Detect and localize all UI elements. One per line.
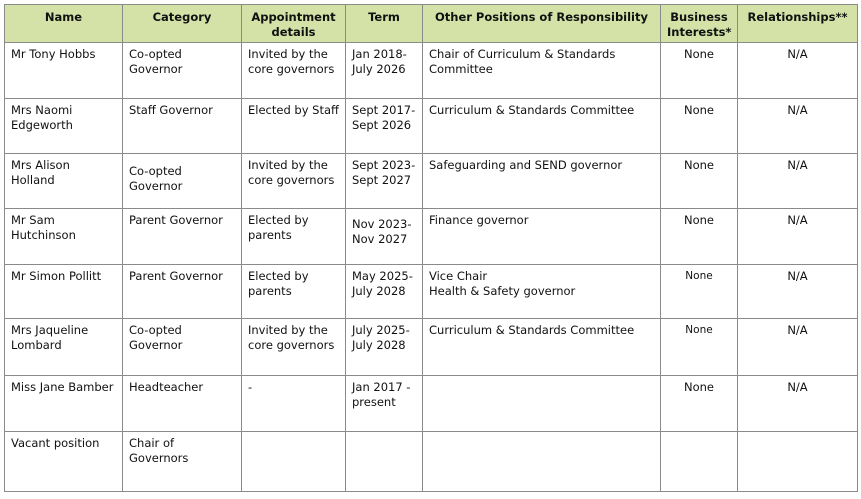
cell-category: Chair of Governors xyxy=(123,432,242,492)
cell-business-interests: None xyxy=(661,376,738,432)
other-position: Chair of Curriculum & Standards Committee xyxy=(429,47,616,76)
cell-name: Mrs Alison Holland xyxy=(5,154,123,209)
cell-business-interests: None xyxy=(661,154,738,209)
cell-name: Mrs Naomi Edgeworth xyxy=(5,99,123,154)
cell-name: Mrs Jaqueline Lombard xyxy=(5,319,123,376)
cell-other-positions xyxy=(423,99,661,154)
table-row xyxy=(5,43,858,99)
term-start: July 2025- xyxy=(352,323,410,337)
term-end: Sept 2026 xyxy=(352,118,412,132)
cell-other-positions xyxy=(423,209,661,265)
term-start: Sept 2017- xyxy=(352,103,416,117)
header-name: Name xyxy=(5,5,123,43)
cell-category: Co-opted Governor xyxy=(123,319,242,376)
term-start: May 2025- xyxy=(352,269,413,283)
table-row xyxy=(5,154,858,209)
cell-category: Co-opted Governor xyxy=(123,154,242,209)
cell-appointment: - xyxy=(242,376,346,432)
header-business-interests: Business Interests* xyxy=(661,5,738,43)
cell-term xyxy=(346,376,423,432)
cell-relationships: N/A xyxy=(738,319,858,376)
cell-other-positions xyxy=(423,43,661,99)
cell-term xyxy=(346,154,423,209)
header-relationships: Relationships** xyxy=(738,5,858,43)
cell-appointment: Elected by Staff xyxy=(242,99,346,154)
cell-other-positions xyxy=(423,319,661,376)
cell-category: Parent Governor xyxy=(123,265,242,319)
cell-name: Vacant position xyxy=(5,432,123,492)
other-position: Curriculum & Standards Committee xyxy=(429,323,635,337)
cell-appointment: Elected by parents xyxy=(242,265,346,319)
term-end: present xyxy=(352,395,396,409)
cell-term xyxy=(346,43,423,99)
cell-relationships: N/A xyxy=(738,99,858,154)
cell-term xyxy=(346,319,423,376)
term-start: Jan 2017 - xyxy=(352,380,411,394)
cell-term xyxy=(346,432,423,492)
header-appointment: Appointment details xyxy=(242,5,346,43)
cell-appointment: Invited by the core governors xyxy=(242,319,346,376)
cell-category: Co-opted Governor xyxy=(123,43,242,99)
term-start: Sept 2023- xyxy=(352,158,416,172)
cell-name: Mr Tony Hobbs xyxy=(5,43,123,99)
cell-relationships: N/A xyxy=(738,154,858,209)
term-end: July 2026 xyxy=(352,62,406,76)
cell-other-positions xyxy=(423,432,661,492)
header-other-positions: Other Positions of Responsibility xyxy=(423,5,661,43)
cell-relationships: N/A xyxy=(738,209,858,265)
table-row xyxy=(5,432,858,492)
cell-other-positions xyxy=(423,376,661,432)
term-start: Jan 2018- xyxy=(352,47,407,61)
cell-term xyxy=(346,265,423,319)
cell-relationships: N/A xyxy=(738,265,858,319)
cell-name: Mr Simon Pollitt xyxy=(5,265,123,319)
cell-other-positions xyxy=(423,154,661,209)
cell-business-interests: None xyxy=(661,209,738,265)
governors-table xyxy=(4,4,858,492)
table-row xyxy=(5,99,858,154)
term-end: July 2028 xyxy=(352,338,406,352)
cell-relationships: N/A xyxy=(738,43,858,99)
cell-other-positions xyxy=(423,265,661,319)
header-term: Term xyxy=(346,5,423,43)
term-end: Sept 2027 xyxy=(352,173,412,187)
cell-term xyxy=(346,99,423,154)
cell-business-interests: None xyxy=(661,43,738,99)
cell-category: Staff Governor xyxy=(123,99,242,154)
cell-appointment: Invited by the core governors xyxy=(242,154,346,209)
cell-business-interests: None xyxy=(661,265,738,319)
header-row xyxy=(5,5,858,43)
other-position: Safeguarding and SEND governor xyxy=(429,158,623,172)
cell-term xyxy=(346,209,423,265)
cell-category: Parent Governor xyxy=(123,209,242,265)
cell-appointment: Invited by the core governors xyxy=(242,43,346,99)
other-position: Curriculum & Standards Committee xyxy=(429,103,635,117)
table-row xyxy=(5,265,858,319)
other-position: Vice Chair xyxy=(429,269,488,283)
cell-name: Miss Jane Bamber xyxy=(5,376,123,432)
table-row xyxy=(5,319,858,376)
cell-business-interests xyxy=(661,432,738,492)
cell-appointment: Elected by parents xyxy=(242,209,346,265)
cell-appointment xyxy=(242,432,346,492)
cell-relationships: N/A xyxy=(738,376,858,432)
table-row xyxy=(5,209,858,265)
cell-category: Headteacher xyxy=(123,376,242,432)
header-category: Category xyxy=(123,5,242,43)
term-end: Nov 2027 xyxy=(352,232,408,246)
cell-business-interests: None xyxy=(661,319,738,376)
cell-name: Mr Sam Hutchinson xyxy=(5,209,123,265)
cell-business-interests: None xyxy=(661,99,738,154)
term-start: Nov 2023- xyxy=(352,217,412,231)
term-end: July 2028 xyxy=(352,284,406,298)
cell-relationships xyxy=(738,432,858,492)
table-row xyxy=(5,376,858,432)
other-position: Finance governor xyxy=(429,213,529,227)
other-position: Health & Safety governor xyxy=(429,284,576,298)
